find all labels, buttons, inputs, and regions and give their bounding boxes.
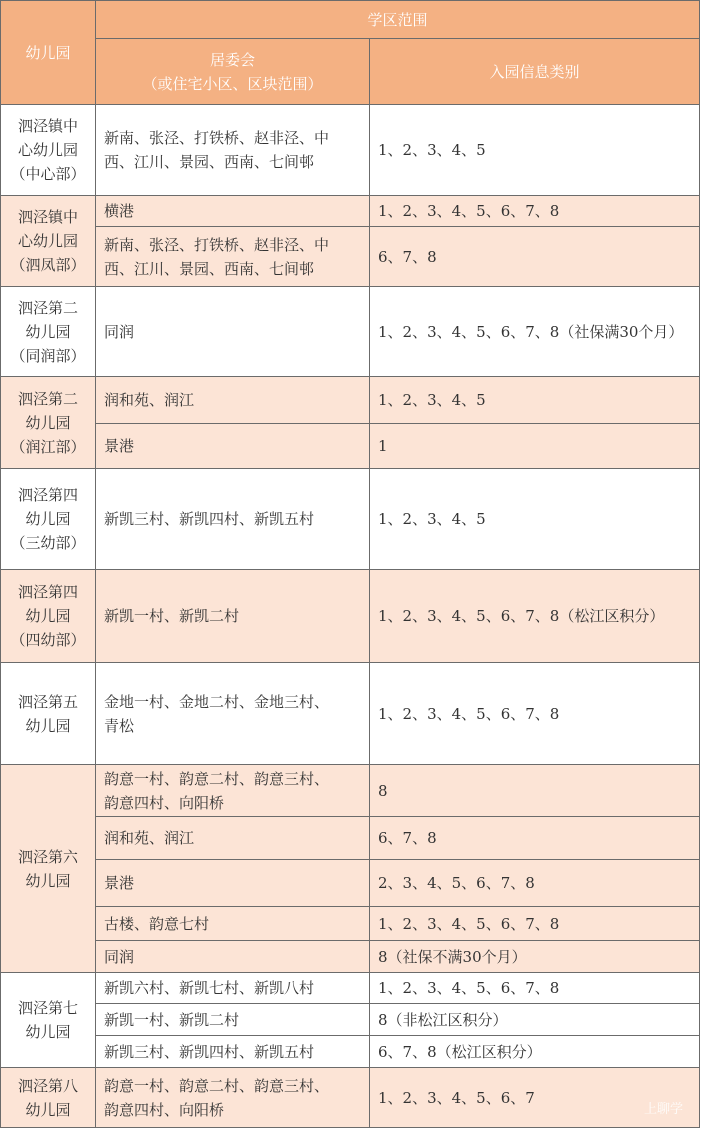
kindergarten-name [1, 377, 96, 469]
committee-header-line1: 居委会 [209, 50, 255, 69]
category-cell: 2、3、4、5、6、7、8 [370, 860, 700, 907]
area-line: 韵意四村、向阳桥 [104, 793, 225, 812]
name-line: （中心部） [10, 165, 86, 183]
committee-cell: 新凯三村、新凯四村、新凯五村 [96, 1036, 370, 1068]
category-header: 入园信息类别 [370, 39, 700, 105]
name-line: 幼儿园 [25, 322, 71, 341]
category-cell: 1、2、3、4、5、6、7、8 [370, 907, 700, 941]
category-cell: 1、2、3、4、5、6、7、8 [370, 196, 700, 227]
kindergarten-name [1, 105, 96, 196]
district-scope-header: 学区范围 [96, 1, 700, 39]
committee-cell: 景港 [96, 860, 370, 907]
kindergarten-name [1, 196, 96, 287]
committee-cell [96, 765, 370, 817]
area-line: 新南、张泾、打铁桥、赵非泾、中 [104, 235, 330, 254]
category-cell: 1 [370, 424, 700, 469]
committee-cell: 景港 [96, 424, 370, 469]
name-line: 幼儿园 [25, 871, 71, 890]
name-line: 泗泾镇中 [17, 117, 78, 135]
category-cell: 1、2、3、4、5 [370, 377, 700, 424]
committee-cell [96, 105, 370, 196]
area-line: 青松 [104, 716, 135, 735]
name-line: 泗泾第五 [17, 692, 78, 711]
name-line: 泗泾第四 [17, 486, 78, 504]
name-line: 幼儿园 [25, 607, 71, 625]
name-line: 幼儿园 [25, 716, 71, 735]
committee-header-line2: （或住宅小区、区块范围） [142, 74, 323, 93]
category-cell: 6、7、8（松江区积分） [370, 1036, 700, 1068]
category-cell: 1、2、3、4、5、6、7、8 [370, 973, 700, 1004]
committee-cell: 新凯一村、新凯二村 [96, 1004, 370, 1036]
name-line: 心幼儿园 [17, 232, 78, 250]
committee-cell [96, 1068, 370, 1128]
name-line: 泗泾第二 [17, 389, 78, 408]
kindergarten-name [1, 663, 96, 765]
area-line: 西、江川、景园、西南、七间邨 [104, 153, 315, 171]
area-line: 金地一村、金地二村、金地三村、 [104, 692, 330, 711]
category-cell: 1、2、3、4、5、6、7、8 [370, 663, 700, 765]
name-line: （泗凤部） [10, 256, 86, 274]
name-line: 幼儿园 [25, 1023, 71, 1041]
kindergarten-name [1, 973, 96, 1068]
name-line: 泗泾第四 [17, 583, 78, 601]
committee-cell: 同润 [96, 941, 370, 973]
committee-cell: 润和苑、润江 [96, 817, 370, 860]
name-line: 心幼儿园 [17, 141, 78, 159]
name-line: 泗泾第七 [17, 999, 78, 1017]
category-cell: 1、2、3、4、5、6、7、8（社保满30个月） [370, 287, 700, 377]
area-line: 韵意一村、韵意二村、韵意三村、 [104, 1076, 330, 1095]
name-line: 幼儿园 [25, 1100, 71, 1119]
committee-cell: 同润 [96, 287, 370, 377]
area-line: 新南、张泾、打铁桥、赵非泾、中 [104, 129, 330, 147]
name-line: 泗泾第八 [17, 1076, 78, 1095]
kindergarten-name [1, 765, 96, 973]
category-cell: 1、2、3、4、5 [370, 469, 700, 570]
category-cell: 6、7、8 [370, 817, 700, 860]
category-cell: 6、7、8 [370, 227, 700, 287]
category-cell: 8 [370, 765, 700, 817]
name-line: （三幼部） [10, 534, 86, 552]
name-line: 泗泾第二 [17, 298, 78, 317]
category-cell: 8（非松江区积分） [370, 1004, 700, 1036]
name-line: （润江部） [10, 437, 86, 456]
committee-cell: 古楼、韵意七村 [96, 907, 370, 941]
kindergarten-name [1, 1068, 96, 1128]
committee-cell: 新凯一村、新凯二村 [96, 570, 370, 663]
committee-cell [96, 227, 370, 287]
kindergarten-name [1, 469, 96, 570]
committee-cell [96, 663, 370, 765]
area-line: 西、江川、景园、西南、七间邨 [104, 259, 315, 278]
name-line: 泗泾第六 [17, 847, 78, 866]
category-cell: 1、2、3、4、5 [370, 105, 700, 196]
name-line: （同润部） [10, 346, 86, 365]
area-line: 韵意四村、向阳桥 [104, 1100, 225, 1119]
name-line: 幼儿园 [25, 510, 71, 528]
category-cell: 1、2、3、4、5、6、7 [370, 1068, 700, 1128]
kindergarten-name [1, 287, 96, 377]
category-cell: 8（社保不满30个月） [370, 941, 700, 973]
committee-header [96, 39, 370, 105]
watermark: 上聊学 [643, 1102, 683, 1117]
kindergarten-header: 幼儿园 [1, 1, 96, 105]
committee-cell: 新凯六村、新凯七村、新凯八村 [96, 973, 370, 1004]
category-cell: 1、2、3、4、5、6、7、8（松江区积分） [370, 570, 700, 663]
name-line: 幼儿园 [25, 413, 71, 432]
name-line: 泗泾镇中 [17, 208, 78, 226]
name-line: （四幼部） [10, 631, 86, 649]
area-line: 韵意一村、韵意二村、韵意三村、 [104, 769, 330, 788]
committee-cell: 润和苑、润江 [96, 377, 370, 424]
kindergarten-name [1, 570, 96, 663]
committee-cell: 横港 [96, 196, 370, 227]
committee-cell: 新凯三村、新凯四村、新凯五村 [96, 469, 370, 570]
